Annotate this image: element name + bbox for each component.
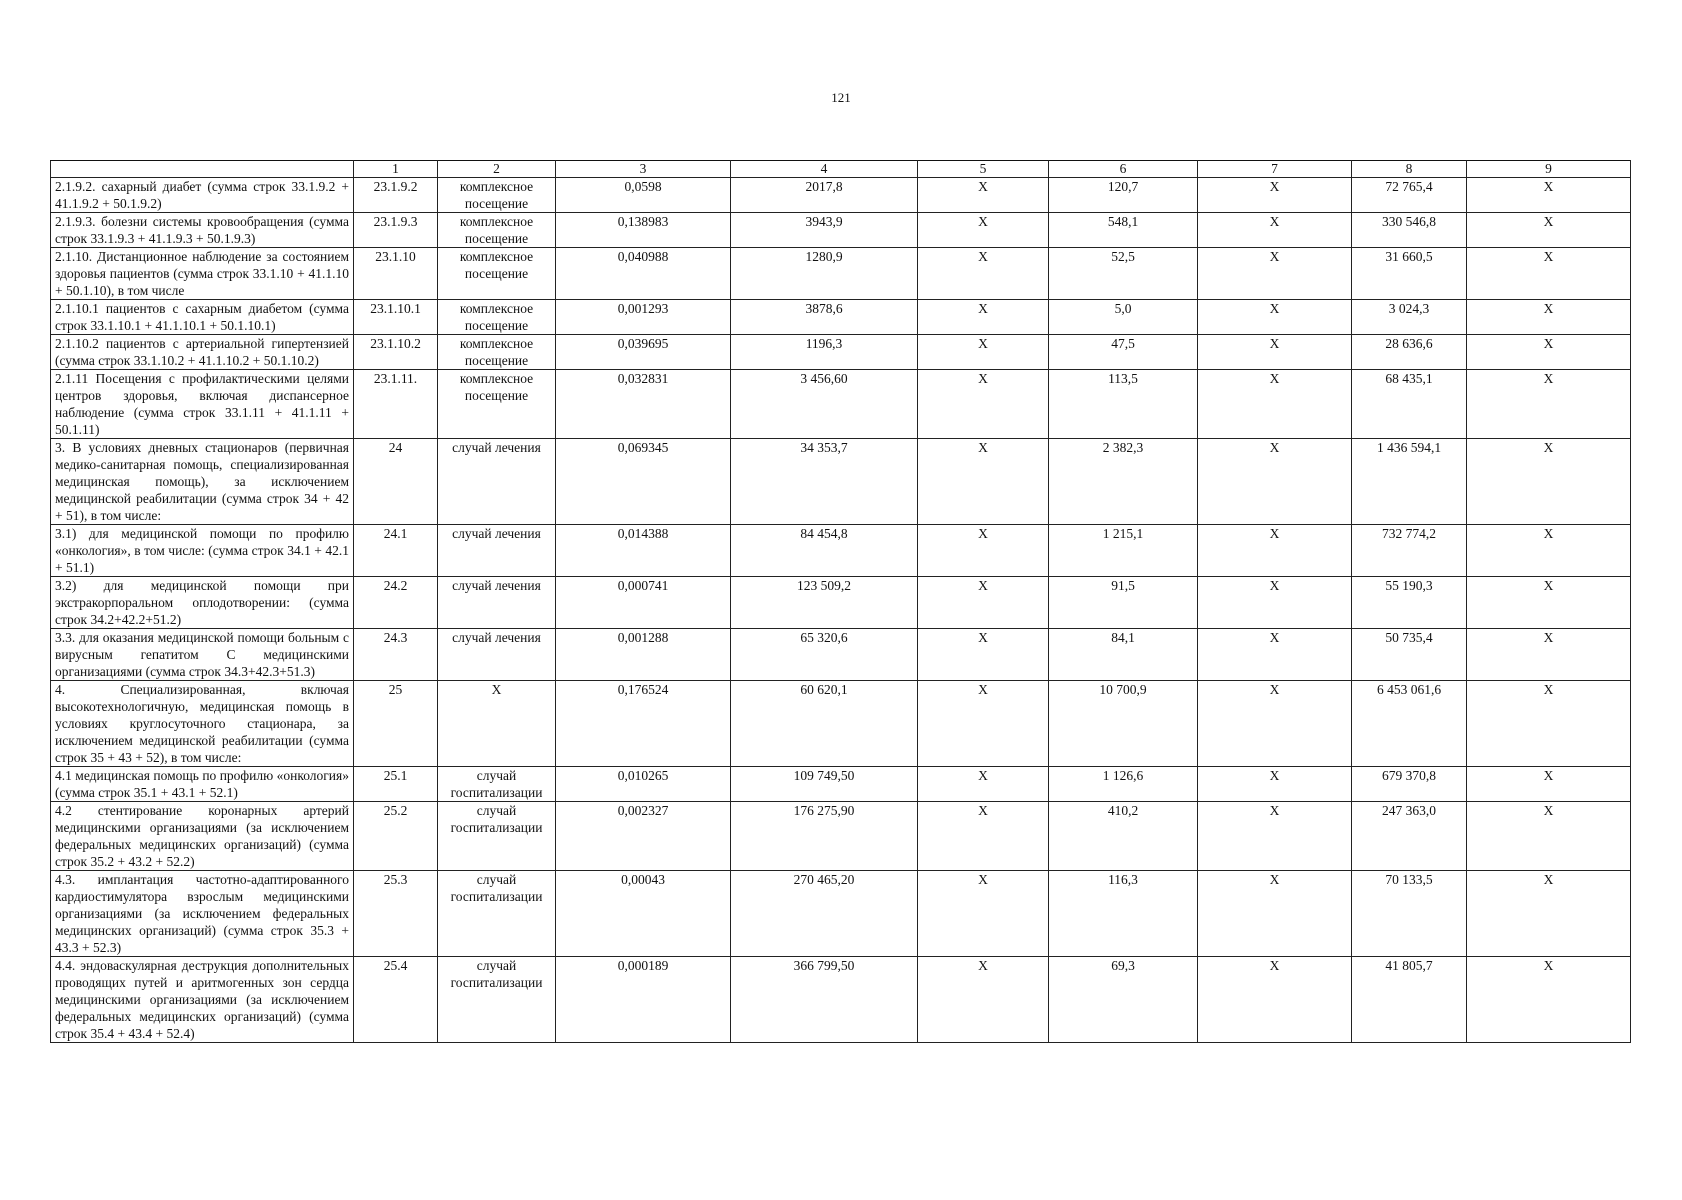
row-unit-cell: случай госпитализации <box>438 802 556 871</box>
row-col6-cell: 113,5 <box>1049 370 1198 439</box>
row-unit-cell: случай госпитализации <box>438 767 556 802</box>
header-cell: 5 <box>918 161 1049 178</box>
row-col5-cell: X <box>918 248 1049 300</box>
row-col6-cell: 91,5 <box>1049 577 1198 629</box>
table-row <box>51 802 1631 871</box>
row-col8-cell: 31 660,5 <box>1352 248 1467 300</box>
row-col3-cell: 0,014388 <box>556 525 731 577</box>
row-col6-cell: 84,1 <box>1049 629 1198 681</box>
row-name-cell: 2.1.11 Посещения с профилактическими целями центров здоровья, включая диспансерное наблюдение (сумма строк 33.1.11 + 41.1.11 + 50.1.11) <box>51 370 354 439</box>
row-code-cell: 24.3 <box>354 629 438 681</box>
row-col8-cell: 330 546,8 <box>1352 213 1467 248</box>
row-col5-cell: X <box>918 370 1049 439</box>
row-col9-cell: X <box>1467 370 1631 439</box>
table-row <box>51 178 1631 213</box>
row-col7-cell: X <box>1198 629 1352 681</box>
table-row <box>51 681 1631 767</box>
row-col5-cell: X <box>918 957 1049 1043</box>
row-col8-cell: 247 363,0 <box>1352 802 1467 871</box>
row-col9-cell: X <box>1467 957 1631 1043</box>
row-unit-cell: комплексное посещение <box>438 178 556 213</box>
row-col3-cell: 0,000741 <box>556 577 731 629</box>
row-col5-cell: X <box>918 335 1049 370</box>
row-col7-cell: X <box>1198 871 1352 957</box>
row-col6-cell: 10 700,9 <box>1049 681 1198 767</box>
row-col7-cell: X <box>1198 370 1352 439</box>
row-col4-cell: 366 799,50 <box>731 957 918 1043</box>
header-cell: 3 <box>556 161 731 178</box>
row-col5-cell: X <box>918 213 1049 248</box>
row-unit-cell: комплексное посещение <box>438 213 556 248</box>
row-col3-cell: 0,002327 <box>556 802 731 871</box>
table-row <box>51 871 1631 957</box>
row-name-cell: 3.2) для медицинской помощи при экстракорпоральном оплодотворении: (сумма строк 34.2+42.2+51.2) <box>51 577 354 629</box>
row-unit-cell: случай лечения <box>438 525 556 577</box>
row-col4-cell: 3878,6 <box>731 300 918 335</box>
row-code-cell: 23.1.10 <box>354 248 438 300</box>
row-unit-cell: комплексное посещение <box>438 248 556 300</box>
row-unit-cell: комплексное посещение <box>438 370 556 439</box>
header-cell: 2 <box>438 161 556 178</box>
row-col7-cell: X <box>1198 525 1352 577</box>
header-cell: 4 <box>731 161 918 178</box>
row-col3-cell: 0,0598 <box>556 178 731 213</box>
row-code-cell: 25.1 <box>354 767 438 802</box>
row-col6-cell: 69,3 <box>1049 957 1198 1043</box>
page-number: 121 <box>831 90 851 105</box>
table-row <box>51 525 1631 577</box>
row-col7-cell: X <box>1198 957 1352 1043</box>
row-col9-cell: X <box>1467 767 1631 802</box>
row-name-cell: 4.1 медицинская помощь по профилю «онкология» (сумма строк 35.1 + 43.1 + 52.1) <box>51 767 354 802</box>
row-col3-cell: 0,000189 <box>556 957 731 1043</box>
row-col5-cell: X <box>918 802 1049 871</box>
header-cell <box>51 161 354 178</box>
table-row <box>51 767 1631 802</box>
row-col5-cell: X <box>918 178 1049 213</box>
row-col3-cell: 0,001293 <box>556 300 731 335</box>
row-col4-cell: 3 456,60 <box>731 370 918 439</box>
row-col4-cell: 1280,9 <box>731 248 918 300</box>
row-code-cell: 25.2 <box>354 802 438 871</box>
row-name-cell: 4.3. имплантация частотно-адаптированного кардиостимулятора взрослым медицинскими организациями (за исключением федеральных медицинских организаций) (сумма строк 35.3 + 43.3 + 52.3) <box>51 871 354 957</box>
table-row <box>51 248 1631 300</box>
row-col5-cell: X <box>918 681 1049 767</box>
header-cell: 1 <box>354 161 438 178</box>
row-unit-cell: случай лечения <box>438 629 556 681</box>
row-col6-cell: 410,2 <box>1049 802 1198 871</box>
row-unit-cell: случай лечения <box>438 577 556 629</box>
row-col8-cell: 28 636,6 <box>1352 335 1467 370</box>
row-col6-cell: 120,7 <box>1049 178 1198 213</box>
row-col8-cell: 41 805,7 <box>1352 957 1467 1043</box>
row-col8-cell: 50 735,4 <box>1352 629 1467 681</box>
row-col9-cell: X <box>1467 439 1631 525</box>
row-col4-cell: 2017,8 <box>731 178 918 213</box>
row-col7-cell: X <box>1198 178 1352 213</box>
table-row <box>51 577 1631 629</box>
table-row <box>51 370 1631 439</box>
data-table <box>50 160 1631 1043</box>
row-col3-cell: 0,001288 <box>556 629 731 681</box>
row-col5-cell: X <box>918 577 1049 629</box>
row-col8-cell: 70 133,5 <box>1352 871 1467 957</box>
row-col4-cell: 109 749,50 <box>731 767 918 802</box>
row-col6-cell: 1 215,1 <box>1049 525 1198 577</box>
row-col7-cell: X <box>1198 335 1352 370</box>
row-name-cell: 3. В условиях дневных стационаров (первичная медико-санитарная помощь, специализированная медицинская помощь), за исключением медицинской реабилитации (сумма строк 34 + 42 + 51), в том числе: <box>51 439 354 525</box>
row-col8-cell: 1 436 594,1 <box>1352 439 1467 525</box>
row-col9-cell: X <box>1467 248 1631 300</box>
row-code-cell: 23.1.9.2 <box>354 178 438 213</box>
row-unit-cell: случай госпитализации <box>438 871 556 957</box>
row-name-cell: 4.4. эндоваскулярная деструкция дополнительных проводящих путей и аритмогенных зон сердца медицинскими организациями (за исключением федеральных медицинских организаций) (сумма строк 35.4 + 43.4 + 52.4) <box>51 957 354 1043</box>
row-col5-cell: X <box>918 300 1049 335</box>
row-col3-cell: 0,010265 <box>556 767 731 802</box>
row-col7-cell: X <box>1198 213 1352 248</box>
row-col8-cell: 732 774,2 <box>1352 525 1467 577</box>
row-col9-cell: X <box>1467 629 1631 681</box>
row-col6-cell: 116,3 <box>1049 871 1198 957</box>
table-row <box>51 629 1631 681</box>
row-unit-cell: случай лечения <box>438 439 556 525</box>
row-col9-cell: X <box>1467 213 1631 248</box>
row-code-cell: 24 <box>354 439 438 525</box>
row-col7-cell: X <box>1198 300 1352 335</box>
row-code-cell: 23.1.10.1 <box>354 300 438 335</box>
row-name-cell: 2.1.10. Дистанционное наблюдение за состоянием здоровья пациентов (сумма строк 33.1.10 + 41.1.10 + 50.1.10), в том числе <box>51 248 354 300</box>
row-code-cell: 23.1.9.3 <box>354 213 438 248</box>
row-col7-cell: X <box>1198 577 1352 629</box>
row-col8-cell: 6 453 061,6 <box>1352 681 1467 767</box>
row-col9-cell: X <box>1467 178 1631 213</box>
row-col8-cell: 68 435,1 <box>1352 370 1467 439</box>
row-code-cell: 24.1 <box>354 525 438 577</box>
row-col4-cell: 270 465,20 <box>731 871 918 957</box>
row-col3-cell: 0,032831 <box>556 370 731 439</box>
row-col7-cell: X <box>1198 248 1352 300</box>
header-cell: 6 <box>1049 161 1198 178</box>
row-unit-cell: комплексное посещение <box>438 335 556 370</box>
row-col8-cell: 72 765,4 <box>1352 178 1467 213</box>
row-col9-cell: X <box>1467 871 1631 957</box>
row-name-cell: 4.2 стентирование коронарных артерий медицинскими организациями (за исключением федеральных медицинских организаций) (сумма строк 35.2 + 43.2 + 52.2) <box>51 802 354 871</box>
row-code-cell: 23.1.11. <box>354 370 438 439</box>
header-cell: 8 <box>1352 161 1467 178</box>
row-unit-cell: случай госпитализации <box>438 957 556 1043</box>
row-col3-cell: 0,138983 <box>556 213 731 248</box>
row-code-cell: 25 <box>354 681 438 767</box>
row-name-cell: 3.3. для оказания медицинской помощи больным с вирусным гепатитом С медицинскими организациями (сумма строк 34.3+42.3+51.3) <box>51 629 354 681</box>
row-col5-cell: X <box>918 767 1049 802</box>
row-col3-cell: 0,039695 <box>556 335 731 370</box>
row-col4-cell: 123 509,2 <box>731 577 918 629</box>
row-code-cell: 23.1.10.2 <box>354 335 438 370</box>
row-col6-cell: 2 382,3 <box>1049 439 1198 525</box>
row-col7-cell: X <box>1198 439 1352 525</box>
table-row <box>51 335 1631 370</box>
row-code-cell: 25.3 <box>354 871 438 957</box>
row-col6-cell: 47,5 <box>1049 335 1198 370</box>
row-col9-cell: X <box>1467 335 1631 370</box>
row-col7-cell: X <box>1198 767 1352 802</box>
table-row <box>51 213 1631 248</box>
row-col3-cell: 0,00043 <box>556 871 731 957</box>
row-name-cell: 2.1.10.2 пациентов с артериальной гипертензией (сумма строк 33.1.10.2 + 41.1.10.2 + 50.1.10.2) <box>51 335 354 370</box>
row-col5-cell: X <box>918 439 1049 525</box>
row-col4-cell: 60 620,1 <box>731 681 918 767</box>
row-col6-cell: 1 126,6 <box>1049 767 1198 802</box>
row-col9-cell: X <box>1467 577 1631 629</box>
row-code-cell: 24.2 <box>354 577 438 629</box>
row-col9-cell: X <box>1467 802 1631 871</box>
table-row <box>51 957 1631 1043</box>
header-row <box>51 161 1631 178</box>
row-name-cell: 3.1) для медицинской помощи по профилю «онкология», в том числе: (сумма строк 34.1 + 42.1 + 51.1) <box>51 525 354 577</box>
row-col4-cell: 34 353,7 <box>731 439 918 525</box>
table-row <box>51 300 1631 335</box>
row-col6-cell: 52,5 <box>1049 248 1198 300</box>
row-col5-cell: X <box>918 871 1049 957</box>
row-col8-cell: 55 190,3 <box>1352 577 1467 629</box>
row-name-cell: 2.1.10.1 пациентов с сахарным диабетом (сумма строк 33.1.10.1 + 41.1.10.1 + 50.1.10.1) <box>51 300 354 335</box>
row-col4-cell: 1196,3 <box>731 335 918 370</box>
row-name-cell: 4. Специализированная, включая высокотехнологичную, медицинская помощь в условиях круглосуточного стационара, за исключением медицинской реабилитации (сумма строк 35 + 43 + 52), в том числе: <box>51 681 354 767</box>
row-col6-cell: 5,0 <box>1049 300 1198 335</box>
row-code-cell: 25.4 <box>354 957 438 1043</box>
row-col4-cell: 3943,9 <box>731 213 918 248</box>
row-col4-cell: 65 320,6 <box>731 629 918 681</box>
row-name-cell: 2.1.9.3. болезни системы кровообращения (сумма строк 33.1.9.3 + 41.1.9.3 + 50.1.9.3) <box>51 213 354 248</box>
row-col4-cell: 176 275,90 <box>731 802 918 871</box>
row-col9-cell: X <box>1467 681 1631 767</box>
row-col3-cell: 0,040988 <box>556 248 731 300</box>
row-col8-cell: 679 370,8 <box>1352 767 1467 802</box>
row-col9-cell: X <box>1467 300 1631 335</box>
row-col5-cell: X <box>918 629 1049 681</box>
row-col8-cell: 3 024,3 <box>1352 300 1467 335</box>
row-col7-cell: X <box>1198 681 1352 767</box>
row-col6-cell: 548,1 <box>1049 213 1198 248</box>
row-col3-cell: 0,069345 <box>556 439 731 525</box>
row-col5-cell: X <box>918 525 1049 577</box>
row-name-cell: 2.1.9.2. сахарный диабет (сумма строк 33.1.9.2 + 41.1.9.2 + 50.1.9.2) <box>51 178 354 213</box>
row-col9-cell: X <box>1467 525 1631 577</box>
header-cell: 9 <box>1467 161 1631 178</box>
header-cell: 7 <box>1198 161 1352 178</box>
table-row <box>51 439 1631 525</box>
row-col7-cell: X <box>1198 802 1352 871</box>
row-unit-cell: X <box>438 681 556 767</box>
row-unit-cell: комплексное посещение <box>438 300 556 335</box>
row-col4-cell: 84 454,8 <box>731 525 918 577</box>
row-col3-cell: 0,176524 <box>556 681 731 767</box>
